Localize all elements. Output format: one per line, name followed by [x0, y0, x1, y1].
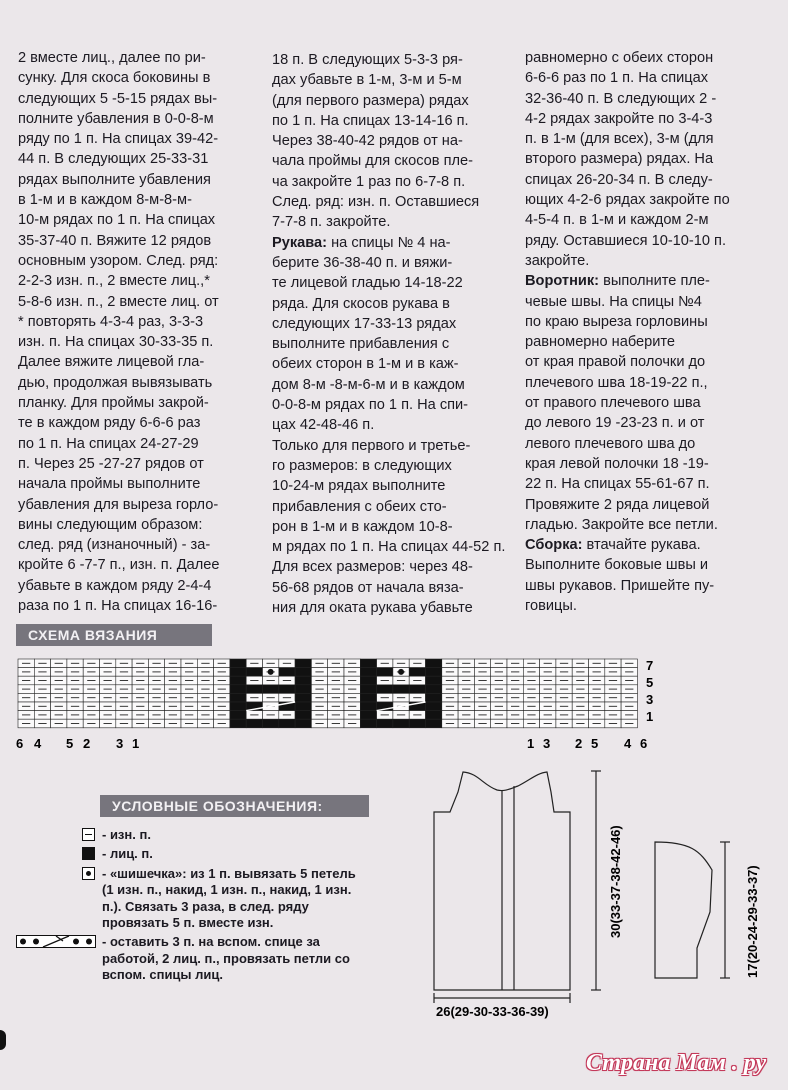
- legend: [16, 827, 356, 987]
- size-mark: 3: [116, 736, 124, 751]
- chart-cell: [246, 685, 262, 694]
- body-text: 18 п. В следующих 5-3-3 ря- дах убавьте в 1-м, 3-м и 5-м (для первого размера) рядах по 1 п. На спицах 13-14-16 п. Через 38-40-42 рядов от на- чала проймы для скосов пле- ча закройте 1 раз по 6-7-8 п. След. ряд: изн. п. Оставшиеся 7-7-8 п. закройте.: [272, 52, 480, 231]
- chart-cell: [295, 659, 311, 668]
- chart-cell: [426, 702, 442, 711]
- front-width-label: 26(29-30-33-36-39): [436, 1004, 549, 1019]
- chart-row-numbers: [646, 658, 653, 724]
- chart-cell: [377, 685, 393, 694]
- row-number: 1: [646, 709, 654, 724]
- body-text: 2 вместе лиц., далее по ри- сунку. Для скоса боковины в следующих 5 -5-15 рядах вы- полните убавления в 0-0-8-м ряду по 1 п. На спицах 39-42- 44 п. В следующих 25-33-31 рядах выполните убавления в 1-м и в каждом 8-м-8-м- 10-м рядах по 1 п. На спицах 35-37-40 п. Вяжите 12 рядов основным узором. След. ряд: 2-2-3 изн. п., 2 вместе лиц.,* 5-8-6 изн. п., 2 вместе лиц. от * повторять 4-3-4 раз, 3-3-3 изн. п. На спицах 30-33-35 п. Далее вяжите лицевой гла- дью, продолжая вывязывать планку. Для проймы закрой- те в каждом ряду 6-6-6 раз по 1 п. На спицах 24-27-29 п. Через 25 -27-27 рядов от начала проймы выполните убавления для выреза горло- вины следующим образом: след. ряд (изнаночный) - за- кройте 6 -7-7 п., изн. п. Далее убавьте в каждом ряду 2-4-4 раза по 1 п. На спицах 16-16-: [18, 50, 220, 615]
- chart-cell: [426, 685, 442, 694]
- bobble-symbol-icon: [82, 867, 95, 883]
- size-mark: 4: [624, 736, 632, 751]
- chart-cell: [295, 719, 311, 728]
- bobble-mark: [398, 669, 404, 675]
- size-mark: 6: [640, 736, 648, 751]
- chart-cell: [377, 668, 393, 677]
- size-mark: 5: [591, 736, 599, 751]
- section-heading-assembly: Сборка:: [525, 537, 583, 554]
- chart-cell: [426, 711, 442, 720]
- legend-item-purl: - изн. п.: [16, 827, 356, 843]
- sleeve-pattern-schematic: [655, 842, 730, 978]
- chart-cell: [295, 685, 311, 694]
- front-height-label: 30(33-37-38-42-46): [608, 825, 623, 938]
- chart-cell: [279, 685, 295, 694]
- size-mark: 3: [543, 736, 551, 751]
- legend-header: УСЛОВНЫЕ ОБОЗНАЧЕНИЯ:: [100, 795, 369, 817]
- knitting-chart-grid: [18, 659, 637, 728]
- front-pattern-schematic: [434, 771, 601, 1003]
- chart-cell: [230, 693, 246, 702]
- chart-cell: [409, 685, 425, 694]
- chart-cell: [360, 659, 376, 668]
- chart-cell: [295, 702, 311, 711]
- size-mark: 2: [83, 736, 91, 751]
- chart-cell: [295, 676, 311, 685]
- chart-cell: [409, 719, 425, 728]
- size-mark: 1: [527, 736, 535, 751]
- bobble-mark: [252, 704, 257, 709]
- legend-item-bobble: - «шишечка»: из 1 п. вывязать 5 петель (1 изн. п., накид, 1 изн. п., накид, 1 изн. п.). Связать 3 раза, в след. ряду провязать 5 п. вместе изн.: [16, 866, 356, 932]
- chart-cell: [360, 685, 376, 694]
- row-number: 7: [646, 658, 654, 673]
- chart-cell: [295, 693, 311, 702]
- chart-cell: [230, 711, 246, 720]
- chart-cell: [426, 668, 442, 677]
- section-heading-sleeves: Рукава:: [272, 234, 328, 251]
- chart-cell: [230, 659, 246, 668]
- knit-symbol-icon: [82, 847, 95, 863]
- legend-item-cable: - оставить 3 п. на вспом. спице за работой, 2 лиц. п., провязать петли со вспом. спицы лиц.: [16, 934, 356, 983]
- chart-cell: [426, 659, 442, 668]
- chart-cell: [230, 719, 246, 728]
- size-mark: 5: [66, 736, 74, 751]
- chart-cell: [360, 711, 376, 720]
- chart-cell: [409, 668, 425, 677]
- chart-cell: [230, 685, 246, 694]
- chart-cell: [230, 702, 246, 711]
- chart-cell: [360, 693, 376, 702]
- chart-size-marks-left: [16, 736, 139, 751]
- body-text: выполните пле- чевые швы. На спицы №4 по краю выреза горловины равномерно наберите от края правой полочки до плечевого шва 18-19-22 п., от правого плечевого шва до левого 19 -23-23 п. и от левого плечевого шва до края левой полочки 18 -19- 22 п. На спицах 55-61-67 п. Провяжите 2 ряда лицевой гладью. Закройте все петли.: [525, 273, 718, 533]
- chart-cell: [360, 719, 376, 728]
- chart-cell: [230, 676, 246, 685]
- section-heading-collar: Воротник:: [525, 273, 600, 290]
- chart-cell: [295, 668, 311, 677]
- chart-cell: [279, 668, 295, 677]
- chart-cell: [295, 711, 311, 720]
- chart-cell: [393, 685, 409, 694]
- legend-item-knit: - лиц. п.: [16, 846, 356, 862]
- body-text: втачайте рукава. Выполните боковые швы и швы рукавов. Пришейте пу- говицы.: [525, 537, 715, 615]
- chart-cell: [279, 719, 295, 728]
- size-mark: 2: [575, 736, 583, 751]
- row-number: 5: [646, 675, 654, 690]
- chart-cell: [230, 668, 246, 677]
- chart-cell: [360, 702, 376, 711]
- chart-cell: [426, 719, 442, 728]
- page-edge-marker: [0, 1030, 6, 1050]
- purl-symbol-icon: [82, 828, 95, 844]
- bobble-mark: [268, 669, 274, 675]
- size-mark: 6: [16, 736, 24, 751]
- chart-cell: [246, 719, 262, 728]
- chart-cell: [360, 676, 376, 685]
- sleeve-height-label: 17(20-24-29-33-37): [745, 865, 760, 978]
- chart-cell: [246, 668, 262, 677]
- chart-cell: [377, 719, 393, 728]
- cable-symbol-icon: [16, 935, 96, 952]
- chart-size-marks-right: [527, 736, 647, 751]
- chart-cell: [263, 685, 279, 694]
- chart-cell: [393, 719, 409, 728]
- row-number: 3: [646, 692, 654, 707]
- size-mark: 1: [132, 736, 140, 751]
- body-text: равномерно с обеих сторон 6-6-6 раз по 1 п. На спицах 32-36-40 п. В следующих 2 - 4-2 рядах закройте по 3-4-3 п. в 1-м (для всех), 3-м (для второго размера) рядах. На спицах 26-20-34 п. В следу- ющих 4-2-6 рядах закройте по 4-5-4 п. в 1-м и каждом 2-м ряду. Оставшиеся 10-10-10 п. закройте.: [525, 50, 730, 269]
- chart-cell: [426, 693, 442, 702]
- scheme-header: СХЕМА ВЯЗАНИЯ: [16, 624, 212, 646]
- watermark-logo: Страна Мам . ру: [586, 1050, 767, 1076]
- chart-cell: [360, 668, 376, 677]
- body-text: на спицы № 4 на- берите 36-38-40 п. и вяжи- те лицевой гладью 14-18-22 ряда. Для скосов рукава в следующих 17-33-13 рядах выполните прибавления с обеих сторон в 1-м и в каж- дом 8-м -8-м-6-м и в каждом 0-0-8-м рядах по 1 п. На спи- цах 42-48-46 п. Только для первого и третье- го размеров: в следующих 10-24-м рядах выполните прибавления с обеих сто- рон в 1-м и в каждом 10-8- м рядах по 1 п. На спицах 44-52 п. Для всех размеров: через 48- 56-68 рядов от начала вяза- ния для оката рукава убавьте: [272, 234, 506, 617]
- bobble-mark: [382, 704, 387, 709]
- chart-cell: [263, 719, 279, 728]
- chart-cell: [426, 676, 442, 685]
- chart-cells: [18, 659, 637, 728]
- size-mark: 4: [34, 736, 42, 751]
